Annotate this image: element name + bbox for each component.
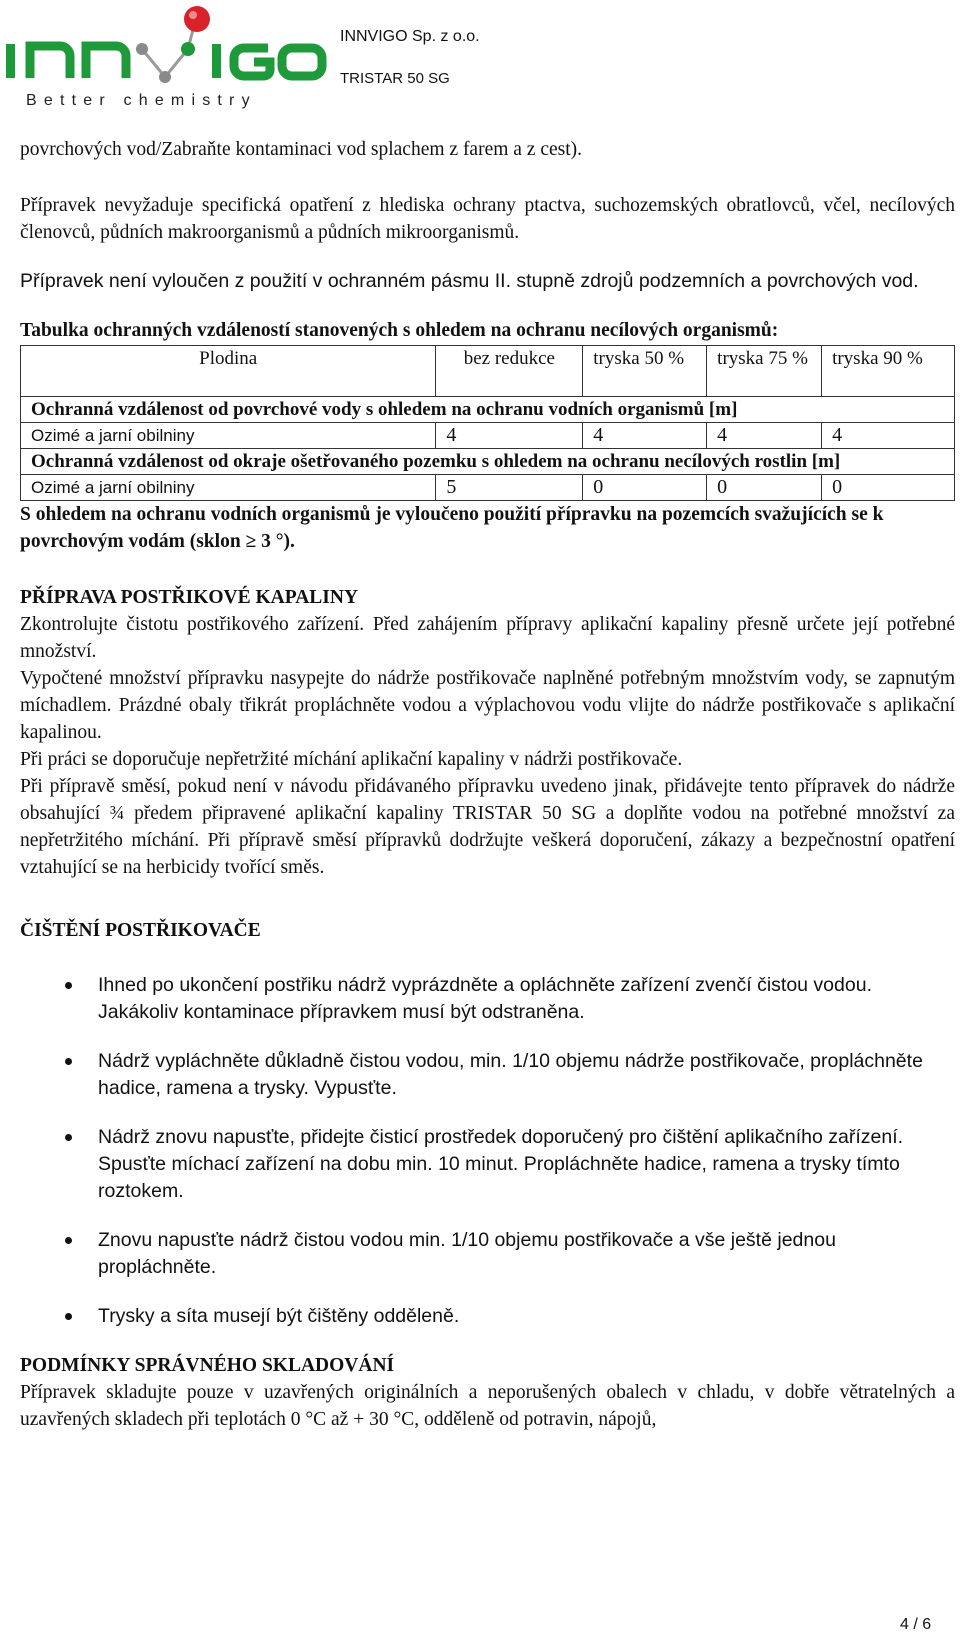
innvigo-logo (0, 2, 330, 114)
list-item: Nádrž znovu napusťte, přidejte čisticí prostředek doporučený pro čištění aplikačního zařízení. Spusťte míchací zařízení na dobu min. 10 minut. Propláchněte hadice, ramena a trysky tímto roztokem. (98, 1124, 955, 1205)
page-number: 4 / 6 (900, 1616, 932, 1633)
list-item: Trysky a síta musejí být čištěny odděleně. (98, 1303, 955, 1330)
value-cell: 4 (436, 423, 583, 449)
table-note: S ohledem na ochranu vodních organismů je vyloučeno použití přípravku na pozemcích svažujících se k povrchovým vodám (sklon ≥ 3 °). (20, 504, 884, 552)
paragraph-mixing: Při práci se doporučuje nepřetržité míchání aplikační kapaliny v nádrži postřikovače. (20, 749, 683, 770)
table-row (21, 475, 955, 501)
crop-cell: Ozimé a jarní obilniny (21, 475, 436, 501)
table-section-row (21, 449, 955, 475)
value-cell: 4 (583, 423, 707, 449)
section-surface-water: Ochranná vzdálenost od povrchové vody s ohledem na ochranu vodních organismů [m] (21, 397, 955, 423)
paragraph-protection-zone: Přípravek není vyloučen z použití v ochranném pásmu II. stupně zdrojů podzemních a povrchových vod. (20, 270, 919, 292)
table-section-row (21, 397, 955, 423)
crop-cell: Ozimé a jarní obilniny (21, 423, 436, 449)
list-item: Nádrž vypláchněte důkladně čistou vodou, min. 1/10 objemu nádrže postřikovače, propláchněte hadice, ramena a trysky. Vypusťte. (98, 1048, 955, 1102)
header-nozzle-90: tryska 90 % (822, 346, 955, 397)
product-name: TRISTAR 50 SG (340, 70, 450, 87)
text-rinse: Prázdné obaly třikrát propláchněte vodou a výplachovou vodu vlijte do nádrže postřikovače s aplikační kapalinou. (20, 695, 955, 743)
paragraph-mixtures: Při přípravě směsí, pokud není v návodu přidávaného přípravku uvedeno jinak, přidávejte tento přípravek do nádrže obsahující ¾ předem připravené aplikační kapaliny TRISTAR 50 SG a doplňte vodou na potřebné množství za nepřetržitého míchání. Při přípravě směsí přípravků dodržujte veškerá doporučení, zákazy a bezpečnostní opatření vztahující se na herbicidy tvořící směs. (20, 776, 955, 878)
text-determine: Před zahájením přípravy aplikační kapaliny přesně určete její potřebné množství. (20, 614, 955, 662)
paragraph-storage: Přípravek skladujte pouze v uzavřených originálních a neporušených obalech v chladu, v dobře větratelných a uzavřených skladech při teplotách 0 °C až + 30 °C, odděleně od potravin, nápojů, (20, 1382, 955, 1430)
protection-distance-table (20, 345, 955, 501)
value-cell: 0 (583, 475, 707, 501)
value-cell: 4 (707, 423, 822, 449)
cleaning-list (20, 972, 955, 1330)
table-header-row (21, 346, 955, 397)
paragraph-check-sprayer (20, 611, 955, 665)
heading-preparation: PŘÍPRAVA POSTŘIKOVÉ KAPALINY (20, 587, 359, 608)
value-cell: 0 (707, 475, 822, 501)
table-title: Tabulka ochranných vzdáleností stanovených s ohledem na ochranu necílových organismů: (20, 320, 779, 341)
value-cell: 5 (436, 475, 583, 501)
section-field-edge: Ochranná vzdálenost od okraje ošetřovaného pozemku s ohledem na ochranu necílových rostlin [m] (21, 449, 955, 475)
paragraph-continuation: povrchových vod/Zabraňte kontaminaci vod splachem z farem a z cest). (20, 139, 583, 160)
value-cell: 4 (822, 423, 955, 449)
list-item: Ihned po ukončení postřiku nádrž vyprázdněte a opláchněte zařízení zvenčí čistou vodou. Jakákoliv kontaminace přípravkem musí být odstraněna. (98, 972, 955, 1026)
header-crop: Plodina (21, 346, 436, 397)
paragraph-no-measures: Přípravek nevyžaduje specifická opatření z hlediska ochrany ptactva, suchozemských obratlovců, včel, necílových členovců, půdních makroorganismů a půdních mikroorganismů. (20, 195, 955, 243)
document-body (20, 136, 955, 1433)
list-item: Znovu napusťte nádrž čistou vodou min. 1/10 objemu postřikovače a vše ještě jednou propláchněte. (98, 1227, 955, 1281)
header-nozzle-75: tryska 75 % (707, 346, 822, 397)
text-pour: Vypočtené množství přípravku nasypejte do nádrže postřikovače naplněné potřebným množstvím vody, se zapnutým míchadlem. (20, 668, 955, 716)
text-check: Zkontrolujte čistotu postřikového zařízení. (20, 614, 365, 635)
company-name: INNVIGO Sp. z o.o. (340, 28, 480, 45)
table-row (21, 423, 955, 449)
logo-tagline: Better chemistry (26, 92, 257, 109)
heading-cleaning: ČIŠTĚNÍ POSTŘIKOVAČE (20, 920, 261, 941)
innvigo-logo-mark (0, 2, 330, 92)
header-no-reduction: bez redukce (436, 346, 583, 397)
heading-storage: PODMÍNKY SPRÁVNÉHO SKLADOVÁNÍ (20, 1355, 395, 1376)
paragraph-pour-product (20, 665, 955, 746)
header-nozzle-50: tryska 50 % (583, 346, 707, 397)
value-cell: 0 (822, 475, 955, 501)
